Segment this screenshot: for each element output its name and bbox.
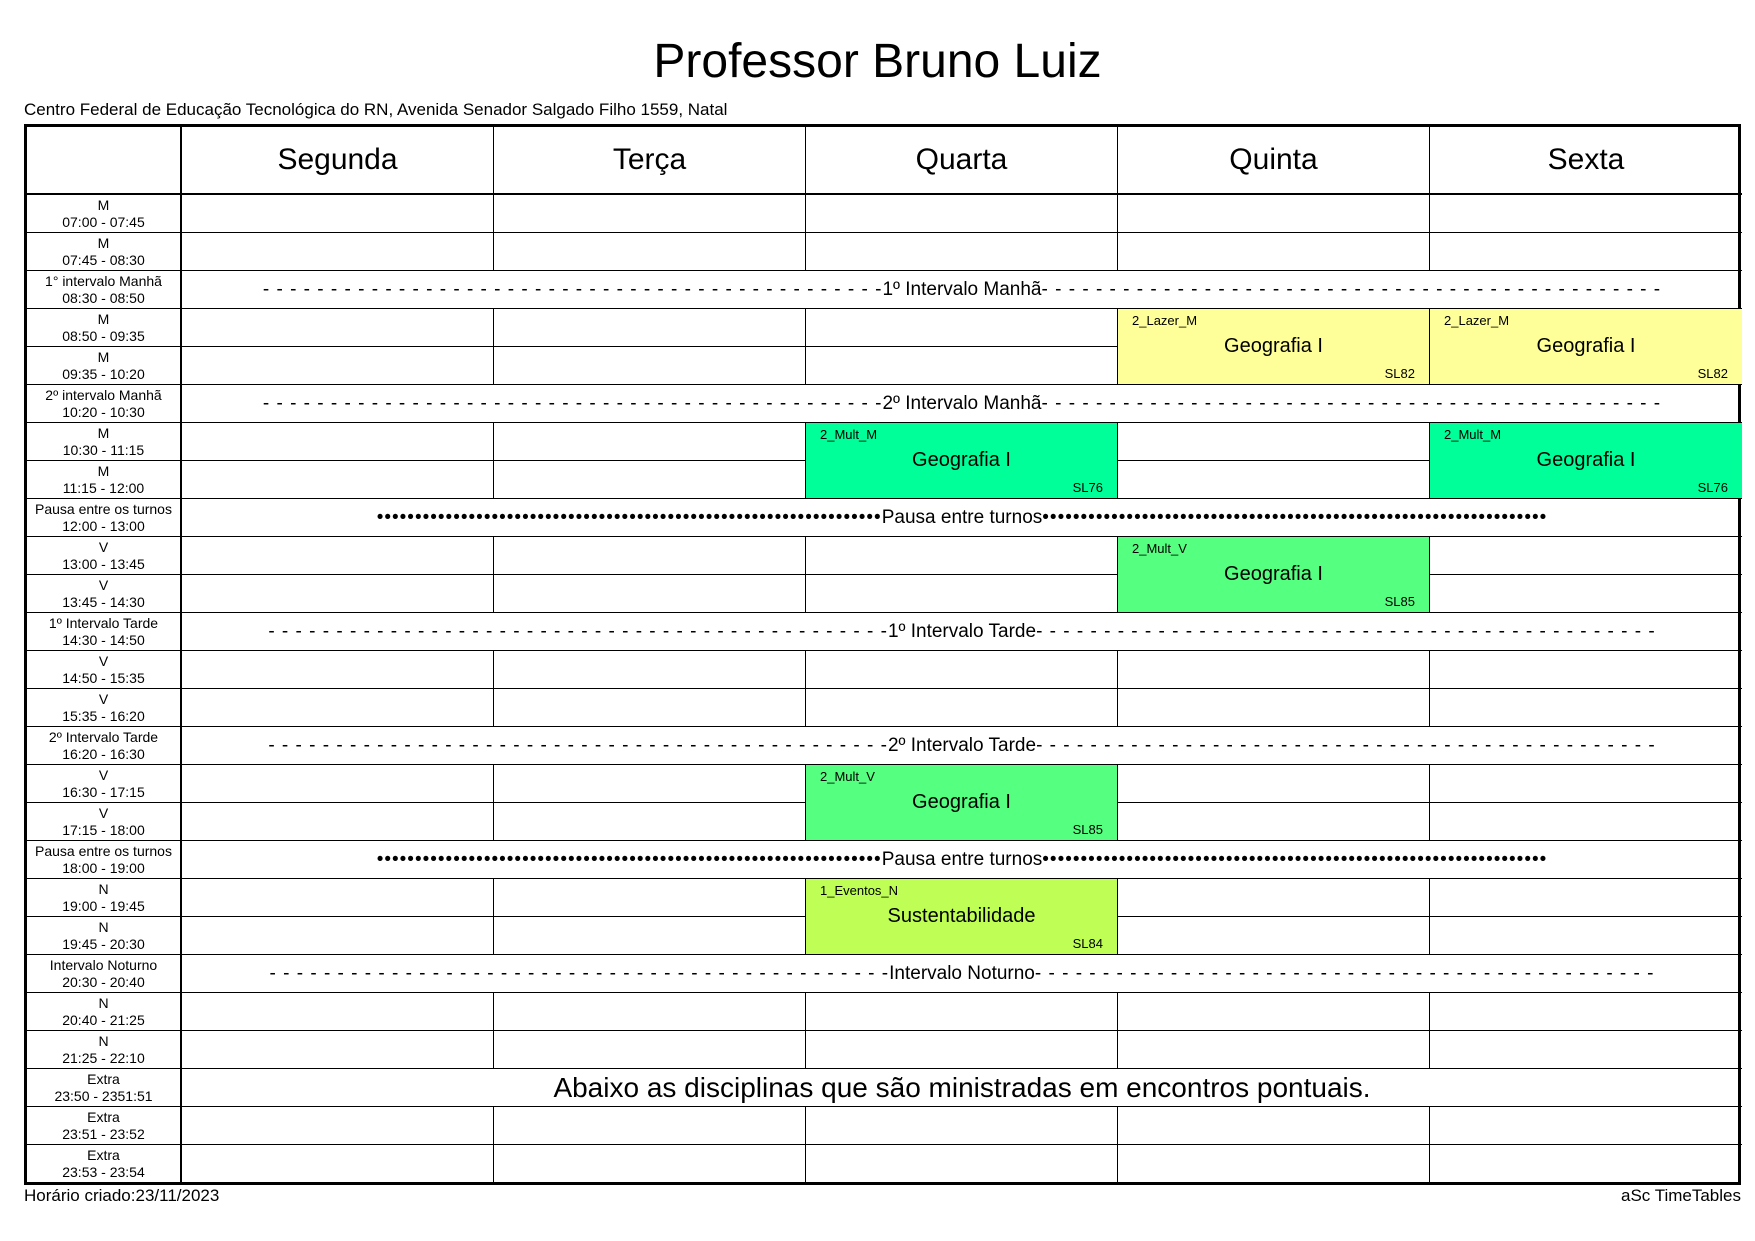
empty-slot[interactable]: [182, 309, 494, 347]
break-label: 1º Intervalo Manhã: [882, 278, 1042, 300]
empty-slot[interactable]: [1118, 1031, 1430, 1069]
break-label: Pausa entre turnos: [881, 506, 1043, 528]
empty-slot[interactable]: [494, 347, 806, 385]
period-time: 08:50 - 09:35: [62, 327, 145, 344]
period-label: [27, 879, 182, 917]
period-label: [27, 499, 182, 537]
empty-slot[interactable]: [494, 537, 806, 575]
empty-slot[interactable]: [806, 651, 1118, 689]
software-credit: aSc TimeTables: [1621, 1186, 1741, 1205]
break-band: [182, 841, 1742, 879]
break-band: [182, 955, 1742, 993]
empty-slot[interactable]: [1118, 1107, 1430, 1145]
lesson-room: SL85: [1384, 594, 1415, 609]
lesson-subject: Geografia I: [1536, 335, 1636, 357]
empty-slot[interactable]: [1430, 233, 1742, 271]
empty-slot[interactable]: [182, 1107, 494, 1145]
empty-slot[interactable]: [182, 993, 494, 1031]
lesson-block[interactable]: [1430, 309, 1742, 385]
empty-slot[interactable]: [494, 461, 806, 499]
period-time: 14:30 - 14:50: [62, 631, 145, 648]
break-leader: - - - - - - - - - - - - - - - - - - - - - - - - - - - - - - - - - - - - - - - - - - - - - -: [1034, 962, 1655, 984]
period-time: 16:30 - 17:15: [62, 783, 145, 800]
period-label: [27, 385, 182, 423]
empty-slot[interactable]: [182, 537, 494, 575]
empty-slot[interactable]: [494, 803, 806, 841]
lesson-group: 2_Mult_M: [1444, 427, 1502, 442]
empty-slot[interactable]: [182, 461, 494, 499]
break-leader: - - - - - - - - - - - - - - - - - - - - - - - - - - - - - - - - - - - - - - - - - - - - - -: [1041, 278, 1662, 300]
period-name: Intervalo Noturno: [49, 956, 158, 973]
period-label: [27, 955, 182, 993]
empty-slot[interactable]: [494, 765, 806, 803]
lesson-subject: Geografia I: [912, 791, 1011, 813]
break-leader: - - - - - - - - - - - - - - - - - - - - - - - - - - - - - - - - - - - - - - - - - - - - - -: [1041, 392, 1662, 414]
break-leader: - - - - - - - - - - - - - - - - - - - - - - - - - - - - - - - - - - - - - - - - - - - - - -: [269, 962, 890, 984]
period-time: 12:00 - 13:00: [62, 517, 145, 534]
empty-slot[interactable]: [806, 575, 1118, 613]
empty-slot[interactable]: [182, 917, 494, 955]
period-label: [27, 841, 182, 879]
empty-slot[interactable]: [182, 1031, 494, 1069]
empty-slot[interactable]: [182, 879, 494, 917]
period-time: 09:35 - 10:20: [62, 365, 145, 382]
lesson-room: SL82: [1384, 366, 1415, 381]
period-time: 07:00 - 07:45: [62, 213, 145, 230]
lesson-room: SL82: [1697, 366, 1728, 381]
break-leader: ••••••••••••••••••••••••••••••••••••••••••••••••••••••••••••••••••: [1042, 506, 1548, 528]
period-label: [27, 233, 182, 271]
empty-slot[interactable]: [494, 917, 806, 955]
break-leader: - - - - - - - - - - - - - - - - - - - - - - - - - - - - - - - - - - - - - - - - - - - - - -: [268, 734, 888, 756]
period-label: [27, 195, 182, 233]
empty-slot[interactable]: [182, 575, 494, 613]
empty-slot[interactable]: [1430, 537, 1742, 575]
empty-slot[interactable]: [806, 537, 1118, 575]
break-leader: ••••••••••••••••••••••••••••••••••••••••••••••••••••••••••••••••••: [1042, 848, 1548, 870]
empty-slot[interactable]: [1430, 803, 1742, 841]
break-label: 1º Intervalo Tarde: [887, 620, 1037, 642]
period-name: M: [97, 196, 110, 213]
period-name: N: [98, 1032, 109, 1049]
period-name: 1° intervalo Manhã: [45, 272, 162, 289]
period-time: 19:00 - 19:45: [62, 897, 145, 914]
day-header: Segunda: [182, 127, 494, 195]
period-name: Pausa entre os turnos: [35, 842, 172, 859]
period-time: 20:40 - 21:25: [62, 1011, 145, 1028]
empty-slot[interactable]: [806, 1107, 1118, 1145]
period-time: 10:30 - 11:15: [62, 441, 145, 458]
period-name: M: [97, 348, 110, 365]
empty-slot[interactable]: [182, 803, 494, 841]
period-label: [27, 309, 182, 347]
lesson-block[interactable]: [1118, 537, 1430, 613]
school-address: Centro Federal de Educação Tecnológica do RN, Avenida Senador Salgado Filho 1559, Natal: [24, 100, 728, 119]
period-name: 2º Intervalo Tarde: [48, 728, 159, 745]
period-time: 08:30 - 08:50: [62, 289, 145, 306]
break-band: [182, 385, 1742, 423]
period-label: [27, 461, 182, 499]
empty-slot[interactable]: [1430, 1145, 1742, 1183]
period-label: [27, 689, 182, 727]
empty-slot[interactable]: [806, 1031, 1118, 1069]
empty-slot[interactable]: [1118, 803, 1430, 841]
empty-slot[interactable]: [806, 1145, 1118, 1183]
period-name: V: [98, 690, 109, 707]
period-name: M: [97, 310, 110, 327]
period-name: N: [98, 994, 109, 1011]
break-leader: ••••••••••••••••••••••••••••••••••••••••••••••••••••••••••••••••••: [376, 506, 882, 528]
empty-slot[interactable]: [1118, 765, 1430, 803]
lesson-room: SL84: [1072, 936, 1103, 951]
break-label: 2º Intervalo Tarde: [887, 734, 1037, 756]
empty-slot[interactable]: [1118, 689, 1430, 727]
period-time: 23:53 - 23:54: [62, 1164, 145, 1180]
header-corner: [27, 127, 182, 195]
period-time: 14:50 - 15:35: [62, 669, 145, 686]
period-label: [27, 423, 182, 461]
empty-slot[interactable]: [1118, 993, 1430, 1031]
special-notice: Abaixo as disciplinas que são ministradas em encontros pontuais.: [182, 1069, 1742, 1107]
period-time: 23:50 - 2351:51: [54, 1087, 153, 1104]
lesson-subject: Geografia I: [1224, 563, 1323, 585]
empty-slot[interactable]: [1118, 423, 1430, 461]
period-label: [27, 271, 182, 309]
break-label: 2º Intervalo Manhã: [882, 392, 1042, 414]
lesson-block[interactable]: [806, 765, 1118, 841]
day-header: Quarta: [806, 127, 1118, 195]
empty-slot[interactable]: [494, 1145, 806, 1183]
break-label: Pausa entre turnos: [881, 848, 1043, 870]
lesson-subject: Geografia I: [912, 449, 1011, 471]
empty-slot[interactable]: [1430, 1107, 1742, 1145]
period-name: Pausa entre os turnos: [35, 500, 172, 517]
empty-slot[interactable]: [494, 689, 806, 727]
empty-slot[interactable]: [1430, 195, 1742, 233]
lesson-group: 2_Mult_V: [1132, 541, 1187, 556]
period-label: [27, 537, 182, 575]
empty-slot[interactable]: [806, 233, 1118, 271]
empty-slot[interactable]: [1118, 917, 1430, 955]
empty-slot[interactable]: [182, 233, 494, 271]
period-time: 20:30 - 20:40: [62, 973, 145, 990]
period-name: V: [98, 766, 109, 783]
empty-slot[interactable]: [1430, 765, 1742, 803]
break-label: Intervalo Noturno: [889, 962, 1035, 984]
lesson-block[interactable]: [806, 879, 1118, 955]
period-time: 13:00 - 13:45: [62, 555, 145, 572]
period-label: [27, 1069, 182, 1107]
period-time: 11:15 - 12:00: [62, 479, 145, 496]
timetable-grid: [24, 124, 1741, 1185]
period-name: Extra: [87, 1108, 120, 1125]
period-label: [27, 613, 182, 651]
lesson-block[interactable]: [806, 423, 1118, 499]
empty-slot[interactable]: [494, 651, 806, 689]
day-header: Terça: [494, 127, 806, 195]
break-leader: - - - - - - - - - - - - - - - - - - - - - - - - - - - - - - - - - - - - - - - - - - - - - -: [262, 392, 883, 414]
lesson-room: SL76: [1697, 480, 1728, 495]
empty-slot[interactable]: [494, 1031, 806, 1069]
empty-slot[interactable]: [1118, 195, 1430, 233]
period-label: [27, 575, 182, 613]
break-band: [182, 271, 1742, 309]
period-label: [27, 803, 182, 841]
day-header: Sexta: [1430, 127, 1742, 195]
period-time: 13:45 - 14:30: [62, 593, 145, 610]
empty-slot[interactable]: [1430, 651, 1742, 689]
lesson-room: SL85: [1072, 822, 1103, 837]
lesson-subject: Geografia I: [1224, 335, 1323, 357]
period-label: [27, 651, 182, 689]
period-time: 21:25 - 22:10: [62, 1049, 145, 1066]
empty-slot[interactable]: [1118, 461, 1430, 499]
period-time: 07:45 - 08:30: [62, 251, 145, 268]
period-time: 23:51 - 23:52: [62, 1125, 145, 1142]
break-leader: - - - - - - - - - - - - - - - - - - - - - - - - - - - - - - - - - - - - - - - - - - - - - -: [1036, 734, 1656, 756]
break-leader: - - - - - - - - - - - - - - - - - - - - - - - - - - - - - - - - - - - - - - - - - - - - - -: [268, 620, 888, 642]
empty-slot[interactable]: [1430, 1031, 1742, 1069]
period-label: [27, 917, 182, 955]
period-name: V: [98, 804, 109, 821]
empty-slot[interactable]: [182, 1145, 494, 1183]
empty-slot[interactable]: [806, 309, 1118, 347]
break-band: [182, 613, 1742, 651]
lesson-group: 2_Mult_M: [820, 427, 878, 442]
period-name: 1º Intervalo Tarde: [48, 614, 159, 631]
empty-slot[interactable]: [182, 765, 494, 803]
empty-slot[interactable]: [806, 195, 1118, 233]
period-time: 17:15 - 18:00: [62, 821, 145, 838]
created-date: Horário criado:23/11/2023: [24, 1186, 220, 1205]
empty-slot[interactable]: [494, 309, 806, 347]
period-label: [27, 765, 182, 803]
period-name: Extra: [87, 1070, 120, 1087]
lesson-group: 2_Mult_V: [820, 769, 875, 784]
period-time: 16:20 - 16:30: [62, 745, 145, 762]
period-time: 10:20 - 10:30: [62, 403, 145, 420]
lesson-subject: Sustentabilidade: [887, 905, 1036, 927]
empty-slot[interactable]: [1430, 689, 1742, 727]
lesson-subject: Geografia I: [1536, 449, 1636, 471]
period-name: 2º intervalo Manhã: [45, 386, 162, 403]
period-time: 18:00 - 19:00: [62, 859, 145, 876]
period-label: [27, 347, 182, 385]
period-name: N: [98, 918, 109, 935]
empty-slot[interactable]: [182, 423, 494, 461]
empty-slot[interactable]: [182, 651, 494, 689]
empty-slot[interactable]: [1118, 879, 1430, 917]
empty-slot[interactable]: [1118, 1145, 1430, 1183]
break-leader: - - - - - - - - - - - - - - - - - - - - - - - - - - - - - - - - - - - - - - - - - - - - - -: [262, 278, 883, 300]
empty-slot[interactable]: [494, 233, 806, 271]
period-time: 19:45 - 20:30: [62, 935, 145, 952]
empty-slot[interactable]: [806, 347, 1118, 385]
lesson-room: SL76: [1072, 480, 1103, 495]
empty-slot[interactable]: [806, 689, 1118, 727]
empty-slot[interactable]: [1430, 879, 1742, 917]
period-label: [27, 993, 182, 1031]
empty-slot[interactable]: [182, 689, 494, 727]
lesson-group: 2_Lazer_M: [1444, 313, 1510, 328]
empty-slot[interactable]: [494, 879, 806, 917]
period-name: V: [98, 652, 109, 669]
period-name: V: [98, 538, 109, 555]
lesson-block[interactable]: [1118, 309, 1430, 385]
empty-slot[interactable]: [1118, 651, 1430, 689]
period-name: M: [97, 424, 110, 441]
empty-slot[interactable]: [494, 575, 806, 613]
day-header: Quinta: [1118, 127, 1430, 195]
empty-slot[interactable]: [182, 195, 494, 233]
period-name: M: [97, 234, 110, 251]
lesson-group: 1_Eventos_N: [820, 883, 899, 898]
empty-slot[interactable]: [806, 993, 1118, 1031]
lesson-group: 2_Lazer_M: [1132, 313, 1198, 328]
lesson-block[interactable]: [1430, 423, 1742, 499]
page-title: Professor Bruno Luiz: [653, 35, 1102, 88]
period-label: [27, 1107, 182, 1145]
period-name: N: [98, 880, 109, 897]
empty-slot[interactable]: [182, 347, 494, 385]
period-label: [27, 1031, 182, 1069]
break-leader: ••••••••••••••••••••••••••••••••••••••••••••••••••••••••••••••••••: [376, 848, 882, 870]
period-label: [27, 1145, 182, 1183]
empty-slot[interactable]: [494, 1107, 806, 1145]
empty-slot[interactable]: [1118, 233, 1430, 271]
period-name: Extra: [87, 1147, 120, 1163]
break-band: [182, 727, 1742, 765]
break-band: [182, 499, 1742, 537]
empty-slot[interactable]: [494, 993, 806, 1031]
empty-slot[interactable]: [1430, 993, 1742, 1031]
period-time: 15:35 - 16:20: [62, 707, 145, 724]
empty-slot[interactable]: [494, 423, 806, 461]
period-name: V: [98, 576, 109, 593]
period-label: [27, 727, 182, 765]
empty-slot[interactable]: [1430, 917, 1742, 955]
period-name: M: [97, 462, 110, 479]
empty-slot[interactable]: [1430, 575, 1742, 613]
break-leader: - - - - - - - - - - - - - - - - - - - - - - - - - - - - - - - - - - - - - - - - - - - - - -: [1036, 620, 1656, 642]
empty-slot[interactable]: [494, 195, 806, 233]
